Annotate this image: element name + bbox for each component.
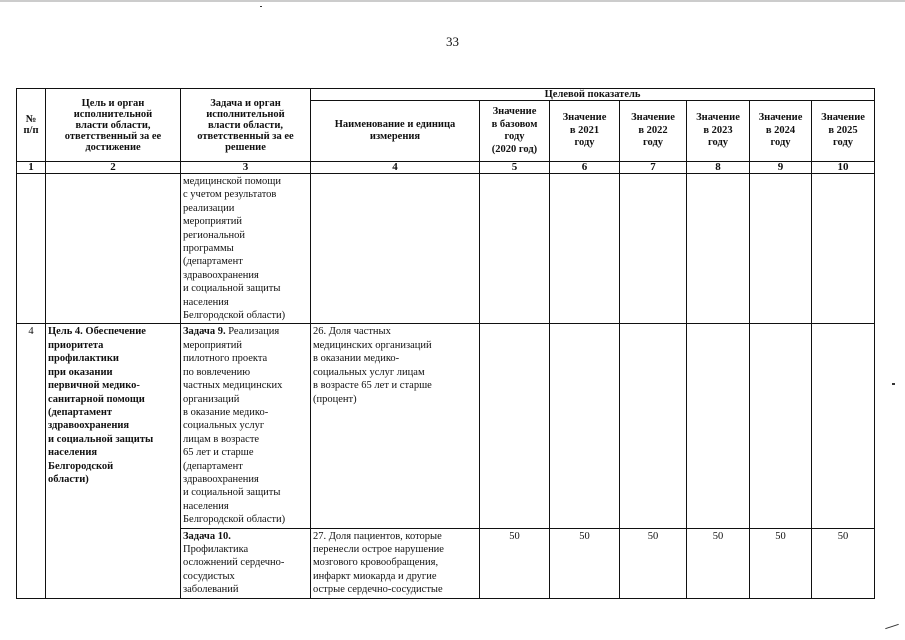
column-number: 2 — [46, 162, 181, 174]
task-10-cell — [181, 528, 311, 598]
column-number-row — [17, 162, 875, 174]
task-9-title: Задача 9. — [183, 326, 226, 338]
value-base-2020: 50 — [480, 528, 550, 598]
header-num: № п/п — [17, 89, 46, 162]
column-number: 7 — [620, 162, 687, 174]
indicator-27-text: 27. Доля пациентов, которые перенесли острое нарушение мозгового кровообращения, инфаркт миокарда и другие острые сердечно-сосудистые — [311, 528, 480, 598]
cell-value-empty — [687, 174, 750, 324]
header-task: Задача и орган исполнительной власти области, ответственный за ее решение — [181, 89, 311, 162]
header-2023: Значение в 2023 году — [687, 101, 750, 162]
header-goal: Цель и орган исполнительной власти области, ответственный за ее достижение — [46, 89, 181, 162]
page-number: 33 — [446, 34, 459, 49]
task-10-title: Задача 10. — [183, 530, 231, 542]
header-row-top — [17, 89, 875, 101]
scan-speck — [892, 383, 895, 385]
value-2022: 50 — [620, 528, 687, 598]
task-9-cell — [181, 324, 311, 528]
header-base-year: Значение в базовом году (2020 год) — [480, 101, 550, 162]
cell-value-empty — [750, 324, 812, 528]
cell-value-empty — [812, 324, 875, 528]
column-number: 1 — [17, 162, 46, 174]
cell-value-empty — [620, 174, 687, 324]
task-9-text: Реализация мероприятий пилотного проекта по вовлечению частных медицинских организаций в оказание медико- социальных услуг лицам в возрасте 65 лет и старше (департамент здравоохранения и социальной защиты населения Белгородской области) — [183, 326, 286, 526]
column-number: 8 — [687, 162, 750, 174]
header-indicator-name: Наименование и единица измерения — [311, 101, 480, 162]
column-number: 3 — [181, 162, 311, 174]
task-continuation-text: медицинской помощи с учетом результатов реализации мероприятий региональной программы (департамент здравоохранения и социальной защиты населения Белгородской области) — [181, 174, 311, 324]
cell-value-empty — [687, 324, 750, 528]
scan-speck — [260, 6, 262, 7]
cell-value-empty — [550, 324, 620, 528]
value-2025: 50 — [812, 528, 875, 598]
scan-stroke — [885, 624, 899, 629]
cell-value-empty — [480, 324, 550, 528]
value-2023: 50 — [687, 528, 750, 598]
cell-value-empty — [480, 174, 550, 324]
header-2025: Значение в 2025 году — [812, 101, 875, 162]
row-number: 4 — [17, 324, 46, 598]
indicator-26-text: 26. Доля частных медицинских организаций в оказании медико- социальных услуг лицам в возрасте 65 лет и старше (процент) — [311, 324, 480, 528]
cell-value-empty — [750, 174, 812, 324]
value-2024: 50 — [750, 528, 812, 598]
value-2021: 50 — [550, 528, 620, 598]
task-10-text: Профилактика осложнений сердечно- сосудистых заболеваний — [183, 543, 285, 596]
header-2022: Значение в 2022 году — [620, 101, 687, 162]
table-row-continuation — [17, 174, 875, 324]
indicators-table-container — [16, 88, 875, 599]
cell-indicator-empty — [311, 174, 480, 324]
column-number: 9 — [750, 162, 812, 174]
table-row-task9 — [17, 324, 875, 528]
column-number: 10 — [812, 162, 875, 174]
column-number: 5 — [480, 162, 550, 174]
column-number: 6 — [550, 162, 620, 174]
column-number: 4 — [311, 162, 480, 174]
cell-num-empty — [17, 174, 46, 324]
cell-goal-empty — [46, 174, 181, 324]
cell-value-empty — [620, 324, 687, 528]
cell-value-empty — [812, 174, 875, 324]
header-2024: Значение в 2024 году — [750, 101, 812, 162]
indicators-table — [16, 88, 875, 599]
top-scan-edge — [0, 0, 905, 2]
goal-4-text: Цель 4. Обеспечение приоритета профилактики при оказании первичной медико- санитарной помощи (департамент здравоохранения и социальной защиты населения Белгородской области) — [46, 324, 181, 598]
header-target-indicator: Целевой показатель — [311, 89, 875, 101]
header-2021: Значение в 2021 году — [550, 101, 620, 162]
cell-value-empty — [550, 174, 620, 324]
